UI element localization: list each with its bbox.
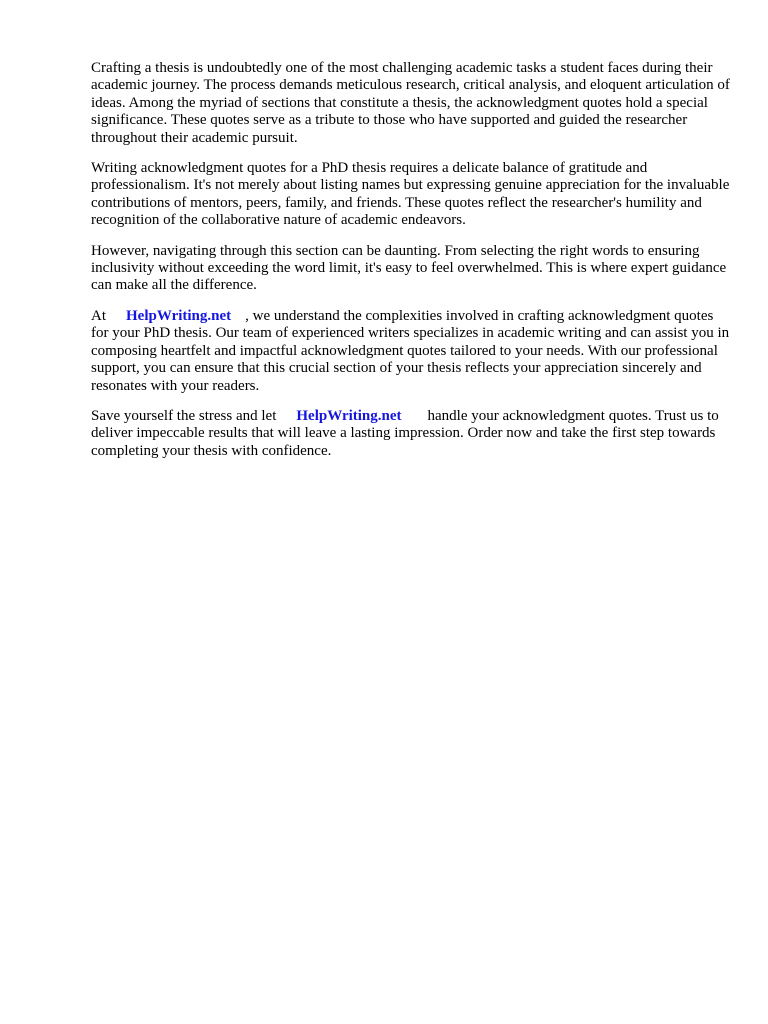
paragraph-call-to-action [91,408,731,460]
helpwriting-link-cta[interactable]: HelpWriting.net [296,407,402,424]
paragraph-writing-quotes: Writing acknowledgment quotes for a PhD thesis requires a delicate balance of gratitude and professionalism. It's not merely about listing names but expressing genuine appreciation for the invaluable contributions of mentors, peers, family, and friends. These quotes reflect the researcher's humility and recognition of the collaborative nature of academic endeavors. [91,160,730,229]
paragraph-cta-lead: Save yourself the stress and let [91,407,277,424]
paragraph-cta-body: handle your acknowledgment quotes. Trust us to deliver impeccable results that will leave a lasting impression. Order now and take the first step towards completing your thesis with confidence. [91,407,719,459]
helpwriting-link[interactable]: HelpWriting.net [126,307,232,324]
paragraph-intro: Crafting a thesis is undoubtedly one of the most challenging academic tasks a student faces during their academic journey. The process demands meticulous research, critical analysis, and eloquent articulation of ideas. Among the myriad of sections that constitute a thesis, the acknowledgment quotes hold a special significance. These quotes serve as a tribute to those who have supported and guided the researcher throughout their academic pursuit. [91,60,730,146]
paragraph-helpwriting-lead: At [91,307,106,324]
paragraph-helpwriting-body: , we understand the complexities involved in crafting acknowledgment quotes for your PhD thesis. Our team of experienced writers specializes in academic writing and can assist you in composing heartfelt and impactful acknowledgment quotes tailored to your needs. With our professional support, you can ensure that this crucial section of your thesis reflects your appreciation sincerely and resonates with your readers. [91,307,730,394]
paragraph-helpwriting [91,308,731,395]
document-body [91,60,731,473]
paragraph-navigating: However, navigating through this section can be daunting. From selecting the right words to ensuring inclusivity without exceeding the word limit, it's easy to feel overwhelmed. This is where expert guidance can make all the difference. [91,242,727,294]
